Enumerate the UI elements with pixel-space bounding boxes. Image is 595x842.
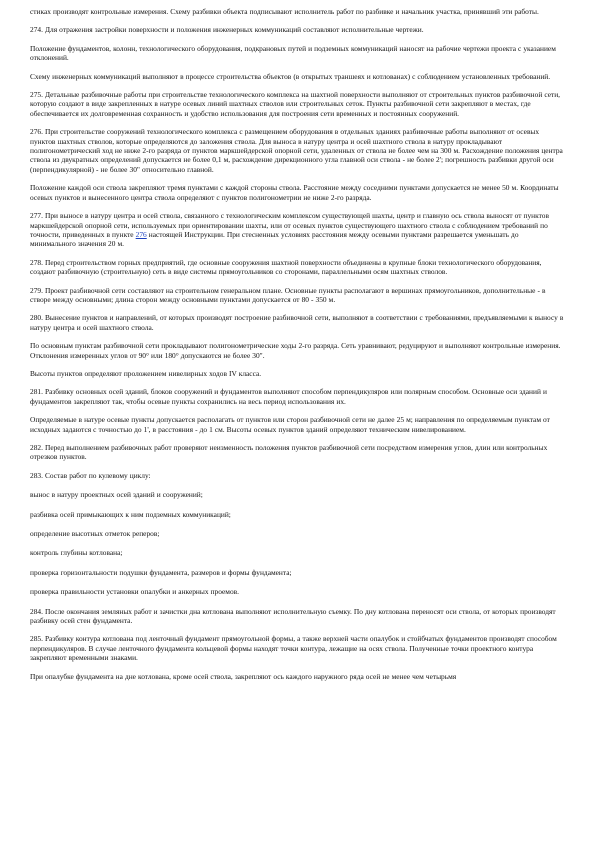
paragraph-14: 281. Разбивку основных осей зданий, блоков сооружений и фундаментов выполняют способом перпендикуляров или полярным способом. Основные оси зданий и фундаментов закрепляют так, чтобы осевые пункты сохранились на весь период использования их. (30, 387, 547, 406)
paragraph-8-text-after: настоящей Инструкции. При стесненных условиях расстояния между осевыми пунктами разрешается уменьшать до минимального значения 20 м. (30, 229, 519, 249)
paragraph-17: 283. Состав работ по кулевому циклу: (30, 470, 151, 480)
paragraph-10: 279. Проект разбивочной сети составляют на строительном генеральном плане. Основные пункты располагают в вершинах прямоугольников, дополнительные - в створе между основными; длина сторон между основными пунктами допускается от 80 - 350 м. (30, 285, 546, 304)
list-item-6: проверка правильности установки опалубки и анкерных проемов. (30, 587, 240, 597)
paragraph-4: Схему инженерных коммуникаций выполняют в процессе строительства объектов (в открытых траншеях и котлованах) с соблюдением установленных требований. (30, 71, 551, 81)
paragraph-6: 276. При строительстве сооружений технологического комплекса с размещением оборудования в отдельных зданиях разбивочные работы выполняют от осевых пунктов шахтных стволов, которые определяются до заложения ствола. Для выноса в натуру центра и осей шахтного ствола в натуру прокладывают полигонометрический ход не ниже 2-го разряда от пунктов маркшейдерской опорной сети, удаленных от ствола не более чем на 300 м. Расхождение положения центра ствола из двукратных определений допускается не более 0,1 м, расхождение дирекционного угла главной оси ствола - не более 2'; погрешность разбивки другой оси (перпендикулярной) - не более 30" относительно главной. (30, 127, 563, 174)
paragraph-11: 280. Вынесение пунктов и направлений, от которых производят построение разбивочной сети, выполняют в соответствии с требованиями, предъявляемыми к выносу в натуру центра и осей шахтного ствола. (30, 313, 564, 332)
paragraph-7: Положение каждой оси ствола закрепляют тремя пунктами с каждой стороны ствола. Расстояние между соседними пунктами допускается не менее 50 м. Координаты осевых пунктов и вынесенного центра ствола определяют с пунктов полигонометрии не ниже 2-го разряда. (30, 183, 559, 202)
paragraph-2: 274. Для отражения застройки поверхности и положения инженерных коммуникаций составляют исполнительные чертежи. (30, 25, 424, 35)
paragraph-1: стиках производят контрольные измерения. Схему разбивки объекта подписывают исполнитель работ по разбивке и начальник участка, принявший эти работы. (30, 7, 539, 16)
paragraph-8 (30, 211, 565, 249)
paragraph-9: 278. Перед строительством горных предприятий, где основные сооружения шахтной поверхности объединены в крупные блоки технологического оборудования, создают разбивочную (строительную) сеть в виде системы прямоугольников со сторонами, параллельными осям шахтных стволов. (30, 257, 542, 277)
paragraph-12: По основным пунктам разбивочной сети прокладывают полигонометрические ходы 2-го разряда. Сеть уравнивают, редуцируют и выполняют контрольные измерения. Отклонения измеренных углов от 90° или 180° допускаются не более 30". (30, 341, 561, 360)
paragraph-20: При опалубке фундамента на дне котлована, кроме осей ствола, закрепляют ось каждого наружного ряда осей не менее чем четырьмя (30, 671, 457, 681)
list-item-2: разбивка осей примыкающих к ним подземных коммуникаций; (30, 509, 231, 519)
paragraph-15: Определяемые в натуре осевые пункты допускается располагать от пунктов или сторон разбивочной сети не далее 25 м; направления по определяемым пунктам от исходных задаются с точностью до 1', в расстояния - до 1 см. Высоты осевых пунктов зданий определяют техническим нивелированием. (30, 415, 550, 434)
paragraph-3: Положение фундаментов, колонн, технологического оборудования, подкрановых путей и подземных коммуникаций наносят на рабочие чертежи проекта с указанием отклонений. (30, 43, 556, 63)
list-item-3: определение высотных отметок реперов; (30, 529, 160, 539)
list-item-1: вынос в натуру проектных осей зданий и сооружений; (30, 490, 203, 500)
list-item-4: контроль глубины котлована; (30, 548, 123, 558)
paragraph-16: 282. Перед выполнением разбивочных работ проверяют неизменность положения пунктов разбивочной сети посредством измерения углов, длин или контрольных отрезков пунктов. (30, 443, 548, 462)
paragraph-8-text-before: 277. При выносе в натуру центра и осей ствола, связанного с технологическим комплексом существующей шахты, центр и главную ось ствола выносят от пунктов маркшейдерской опорной сети, используемых при ориентировании шахты, или от осевых пунктов существующего шахтного ствола с соблюдением требований по точности, приведенных в пункте (30, 211, 549, 239)
paragraph-13: Высоты пунктов определяют проложением нивелирных ходов IV класса. (30, 368, 262, 378)
reference-link-276[interactable]: 276 (135, 229, 147, 239)
paragraph-19: 285. Разбивку контура котлована под ленточный фундамент прямоугольной формы, а также верхней части опалубок и стойбчатых фундаментов производят способом перпендикуляров. В случае ленточного фундамента кольцевой формы находят точки контура, лежащие на осях ствола. Полученные точки проектного контура закрепляют временными знаками. (30, 634, 557, 663)
list-item-5: проверка горизонтальности подушки фундамента, размеров и формы фундамента; (30, 567, 292, 577)
paragraph-5: 275. Детальные разбивочные работы при строительстве технологического комплекса на шахтной поверхности выполняют от строительных пунктов разбивочной сети, которую создают в виде закрепленных в натуре осевых линий шахтных стволов или строительных сеток. Пункты разбивочной сети закрепляют в местах, где обеспечивается их долговременная сохранность и удобство использования для построения сети временных и постоянных сооружений. (30, 90, 561, 118)
paragraph-18: 284. После окончания земляных работ и зачистки дна котлована выполняют исполнительную съемку. По дну котлована переносят оси ствола, от которых производят разбивку осей стен фундамента. (30, 606, 556, 626)
